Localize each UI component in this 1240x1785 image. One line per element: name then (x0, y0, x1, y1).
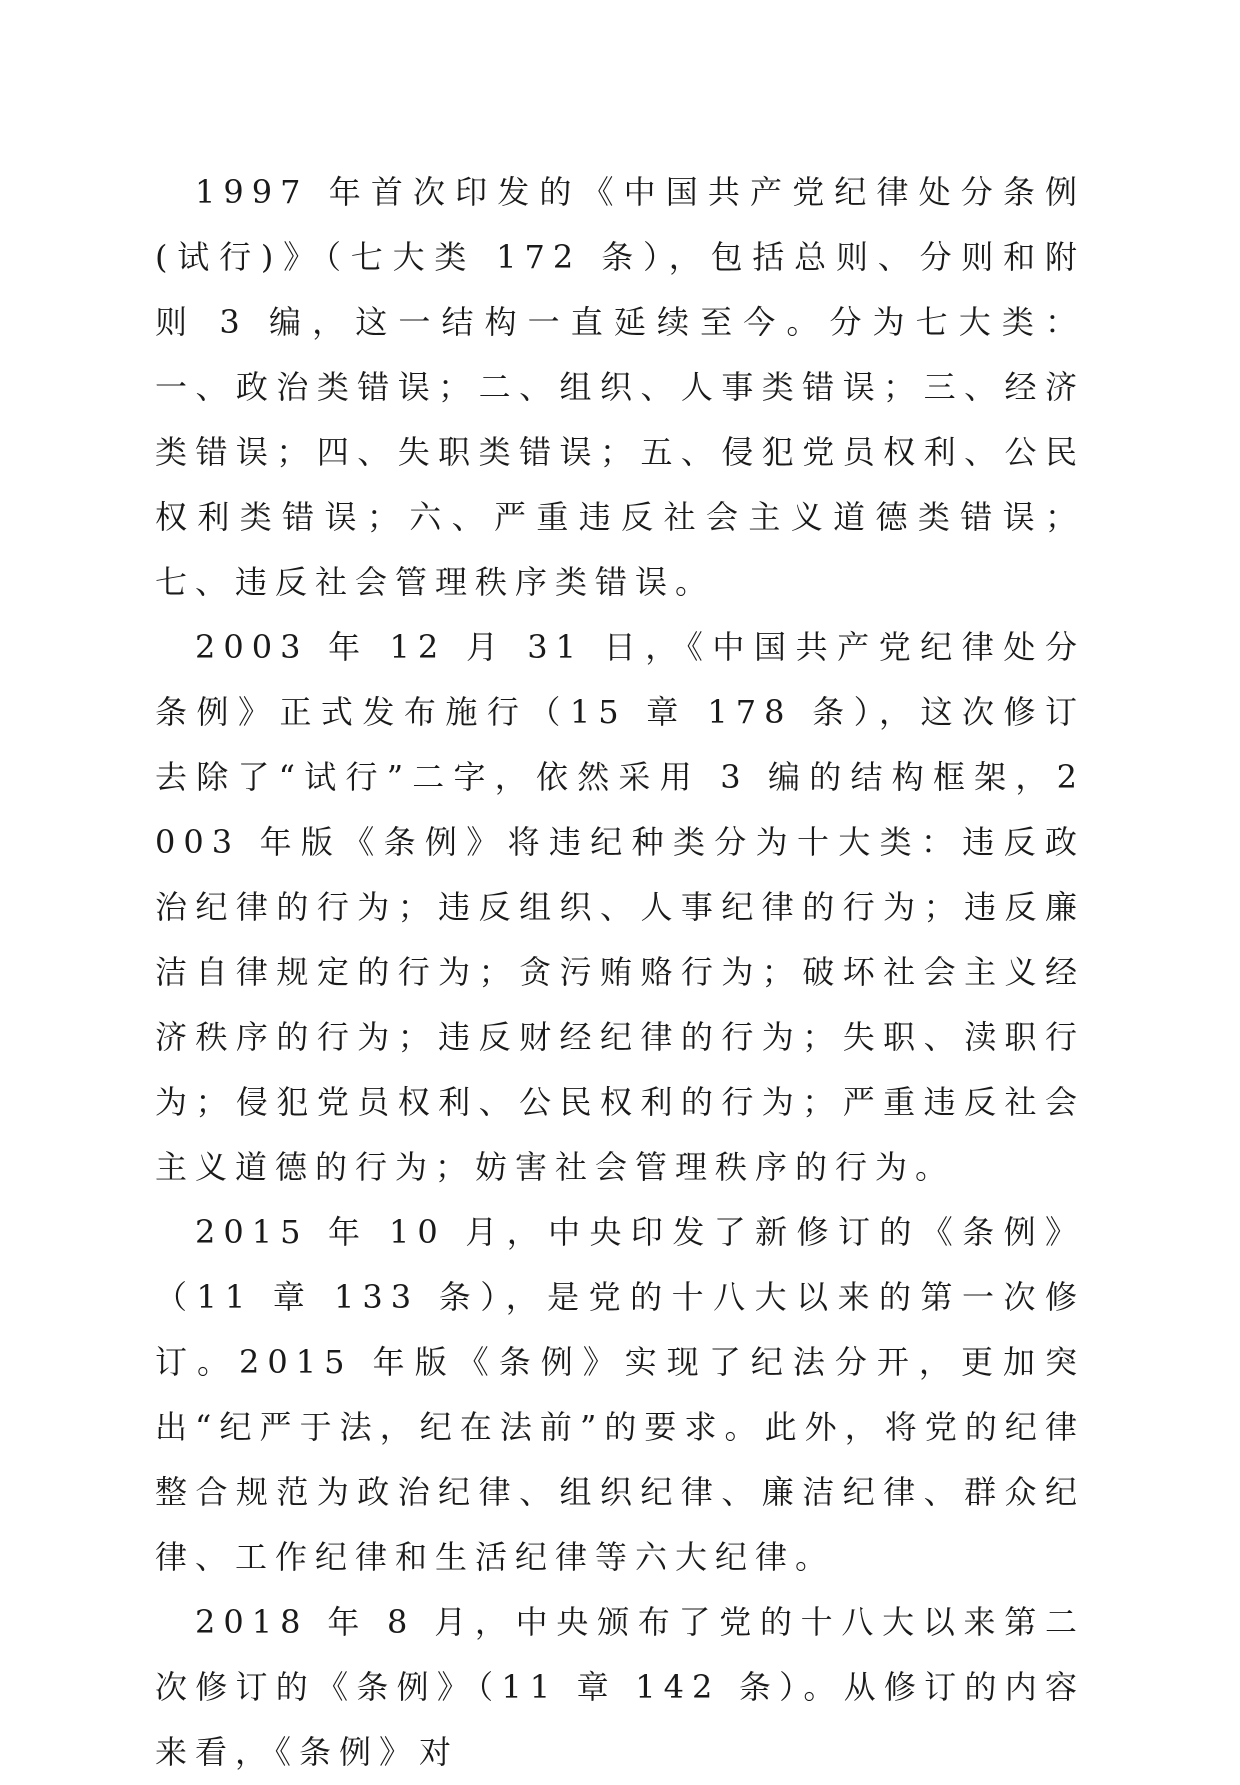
paragraph-2003-regulations: 2003 年 12 月 31 日，《中国共产党纪律处分条例》正式发布施行（15 章 178 条），这次修订去除了“试行”二字，依然采用 3 编的结构框架，2003 年版《条例》将违纪种类分为十大类：违反政治纪律的行为；违反组织、人事纪律的行为；违反廉洁自律规定的行为；贪污贿赂行为；破坏社会主义经济秩序的行为；违反财经纪律的行为；失职、渎职行为；侵犯党员权利、公民权利的行为；严重违反社会主义道德的行为；妨害社会管理秩序的行为。 (155, 628, 1085, 1186)
paragraph-2015-regulations: 2015 年 10 月，中央印发了新修订的《条例》（11 章 133 条），是党的十八大以来的第一次修订。2015 年版《条例》实现了纪法分开，更加突出“纪严于法，纪在法前”的要求。此外，将党的纪律整合规范为政治纪律、组织纪律、廉洁纪律、群众纪律、工作纪律和生活纪律等六大纪律。 (155, 1213, 1085, 1576)
paragraph-2018-regulations: 2018 年 8 月，中央颁布了党的十八大以来第二次修订的《条例》（11 章 142 条）。从修订的内容来看，《条例》对 (155, 1603, 1085, 1771)
paragraph-1997-regulations: 1997 年首次印发的《中国共产党纪律处分条例(试行)》（七大类 172 条），包括总则、分则和附则 3 编，这一结构一直延续至今。分为七大类：一、政治类错误；二、组织、人事类错误；三、经济类错误；四、失职类错误；五、侵犯党员权利、公民权利类错误；六、严重违反社会主义道德类错误；七、违反社会管理秩序类错误。 (155, 173, 1085, 601)
document-body (155, 160, 1085, 1785)
